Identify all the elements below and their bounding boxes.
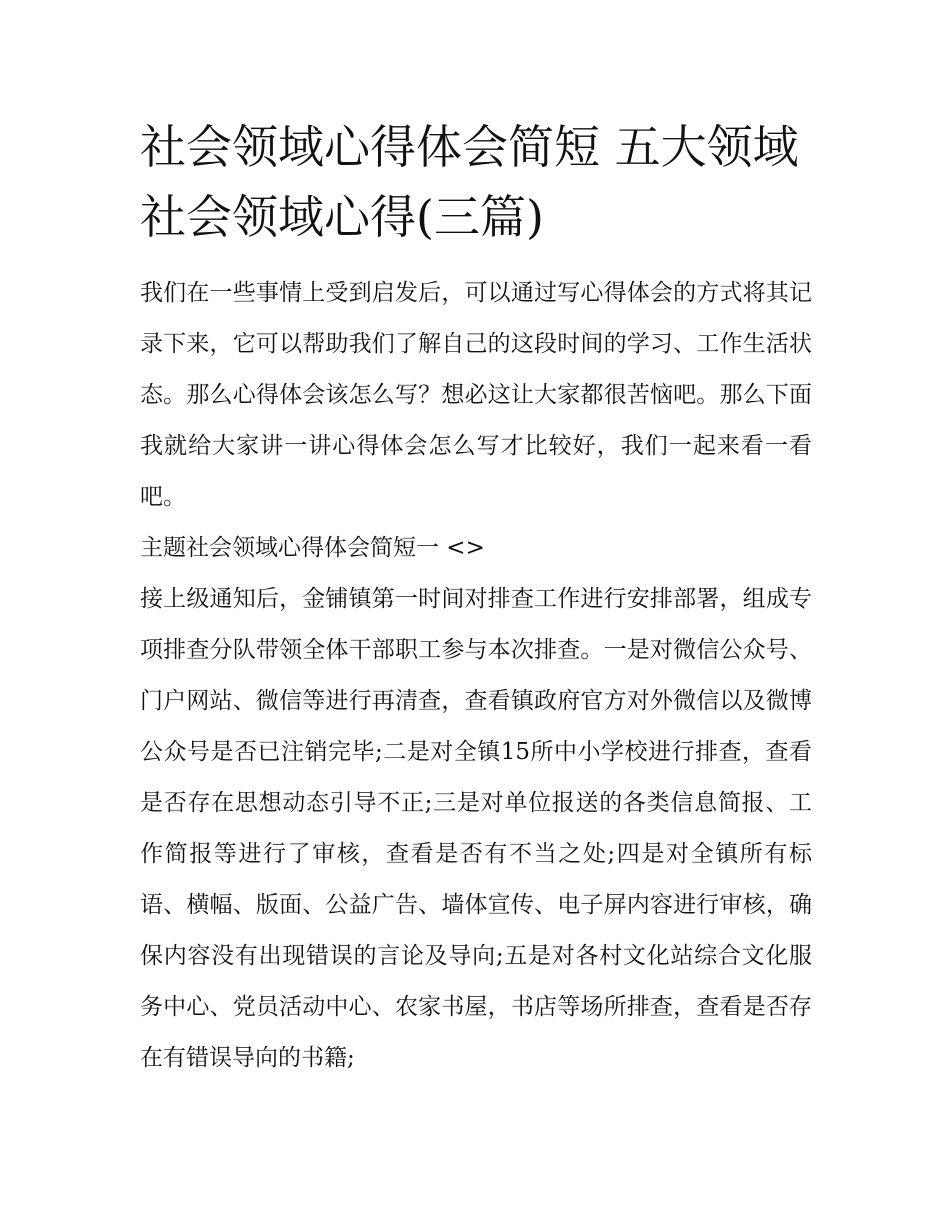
section-heading: 主题社会领域心得体会简短一 <> xyxy=(140,535,485,561)
section-body-paragraph: 接上级通知后，金铺镇第一时间对排查工作进行安排部署，组成专项排查分队带领全体干部职工参与本次排查。一是对微信公众号、门户网站、微信等进行再清查，查看镇政府官方对外微信以及微博公众号是否已注销完毕;二是对全镇15所中小学校进行排查，查看是否存在思想动态引导不正;三是对单位报送的各类信息简报、工作简报等进行了审核，查看是否有不当之处;四是对全镇所有标语、横幅、版面、公益广告、墙体宣传、电子屏内容进行审核，确保内容没有出现错误的言论及导向;五是对各村文化站综合文化服务中心、党员活动中心、农家书屋，书店等场所排查，查看是否存在有错误导向的书籍; xyxy=(140,586,812,1071)
document-title: 社会领域心得体会简短 五大领域社会领域心得(三篇) xyxy=(140,120,799,244)
intro-paragraph: 我们在一些事情上受到启发后，可以通过写心得体会的方式将其记录下来，它可以帮助我们了解自己的这段时间的学习、工作生活状态。那么心得体会该怎么写？想必这让大家都很苦恼吧。那么下面我就给大家讲一讲心得体会怎么写才比较好，我们一起来看一看吧。 xyxy=(140,280,812,510)
document-page xyxy=(140,112,812,1084)
